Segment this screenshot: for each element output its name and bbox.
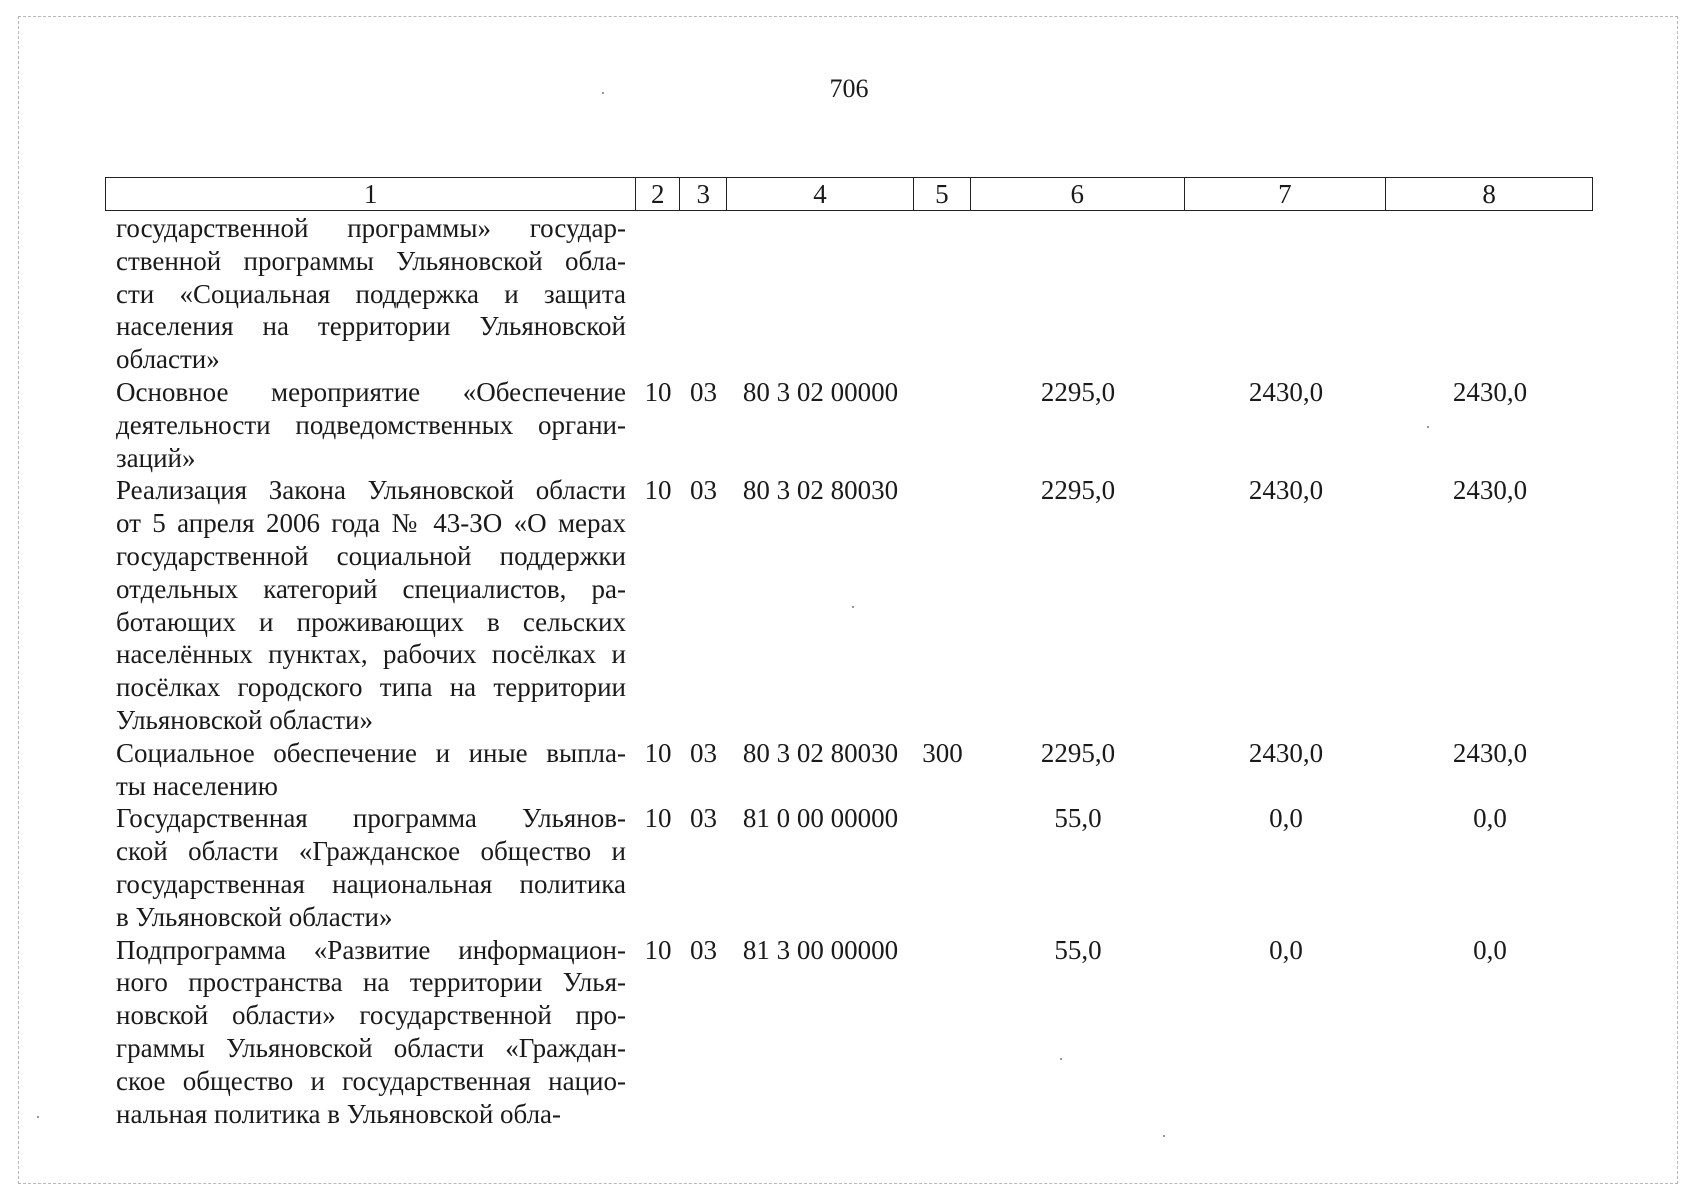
cell-c2: 10 xyxy=(644,803,672,834)
description-line: нальная политика в Ульяновской обла- xyxy=(116,1098,562,1129)
header-col-7: 7 xyxy=(1185,178,1387,210)
description-line: отдельных категорий специалистов, ра- xyxy=(116,573,626,604)
cell-c7: 2430,0 xyxy=(1248,737,1324,768)
description-line: посёлках городского типа на территории xyxy=(116,672,626,703)
description-line: ственной программы Ульяновской обла- xyxy=(116,245,626,276)
description-line: деятельности подведомственных органи- xyxy=(116,409,626,440)
cell-c8: 2430,0 xyxy=(1452,376,1528,407)
cell-c6: 2295,0 xyxy=(1040,475,1116,506)
cell-c6: 55,0 xyxy=(1054,803,1102,834)
row-description xyxy=(105,737,636,803)
table-row xyxy=(105,212,1593,376)
description-line: заций» xyxy=(116,442,196,473)
cell-c7: 0,0 xyxy=(1269,934,1303,965)
header-col-6: 6 xyxy=(971,178,1185,210)
cell-c7: 2430,0 xyxy=(1248,475,1324,506)
description-line: ты населению xyxy=(116,770,278,801)
row-description xyxy=(105,376,636,474)
cell-c5: 300 xyxy=(922,737,963,768)
description-line: Социальное обеспечение и иные выпла- xyxy=(116,737,626,768)
header-col-5: 5 xyxy=(914,178,971,210)
cell-c3: 03 xyxy=(690,737,717,768)
cell-c2: 10 xyxy=(644,737,672,768)
table-row xyxy=(105,474,1593,736)
description-line: Подпрограмма «Развитие информацион- xyxy=(116,934,626,965)
cell-c3: 03 xyxy=(690,376,717,407)
description-line: ское общество и государственная нацио- xyxy=(116,1065,626,1096)
scan-speck xyxy=(1163,1135,1165,1137)
row-description xyxy=(105,934,636,1131)
cell-c6: 2295,0 xyxy=(1040,376,1116,407)
table-row xyxy=(105,737,1593,803)
cell-c8: 2430,0 xyxy=(1452,475,1528,506)
header-col-3: 3 xyxy=(680,178,727,210)
table-header xyxy=(105,177,1593,211)
cell-c4: 81 3 00 00000 xyxy=(742,934,899,965)
cell-c2: 10 xyxy=(644,475,672,506)
cell-c8: 0,0 xyxy=(1473,934,1507,965)
description-line: населения на территории Ульяновской xyxy=(116,311,626,342)
description-line: Реализация Закона Ульяновской области xyxy=(116,475,626,506)
scan-speck xyxy=(1427,426,1429,428)
cell-c4: 80 3 02 00000 xyxy=(742,376,899,407)
description-line: государственной программы» государ- xyxy=(116,213,626,243)
row-description xyxy=(105,212,636,376)
description-line: области» xyxy=(116,344,220,375)
table-body xyxy=(105,212,1593,1130)
cell-c7: 2430,0 xyxy=(1248,376,1324,407)
cell-c4: 80 3 02 80030 xyxy=(742,737,899,768)
header-col-8: 8 xyxy=(1482,179,1496,209)
table-row xyxy=(105,802,1593,933)
cell-c4: 81 0 00 00000 xyxy=(742,803,899,834)
cell-c8: 2430,0 xyxy=(1452,737,1528,768)
row-description xyxy=(105,474,636,736)
header-col-1: 1 xyxy=(106,178,636,210)
scan-speck xyxy=(602,92,604,94)
cell-c2: 10 xyxy=(644,934,672,965)
header-col-2: 2 xyxy=(636,178,680,210)
cell-c7: 0,0 xyxy=(1269,803,1303,834)
description-line: населённых пунктах, рабочих посёлках и xyxy=(116,639,626,670)
description-line: граммы Ульяновской области «Граждан- xyxy=(116,1032,626,1063)
description-line: в Ульяновской области» xyxy=(116,901,393,932)
description-line: ской области «Гражданское общество и xyxy=(116,836,626,867)
description-line: новской области» государственной про- xyxy=(116,1000,626,1031)
cell-c4: 80 3 02 80030 xyxy=(742,475,899,506)
description-line: ботающих и проживающих в сельских xyxy=(116,606,626,637)
table-row xyxy=(105,376,1593,474)
table-row xyxy=(105,934,1593,1131)
description-line: сти «Социальная поддержка и защита xyxy=(116,278,626,309)
scan-speck xyxy=(1060,1058,1062,1060)
description-line: государственной социальной поддержки xyxy=(116,540,626,571)
cell-c2: 10 xyxy=(644,376,672,407)
row-description xyxy=(105,802,636,933)
page-number: 706 xyxy=(829,74,869,103)
description-line: государственная национальная политика xyxy=(116,868,626,899)
cell-c3: 03 xyxy=(690,803,717,834)
description-line: Ульяновской области» xyxy=(116,704,374,735)
description-line: от 5 апреля 2006 года № 43-ЗО «О мерах xyxy=(116,508,626,539)
cell-c8: 0,0 xyxy=(1473,803,1507,834)
scan-speck xyxy=(37,1116,39,1118)
cell-c6: 2295,0 xyxy=(1040,737,1116,768)
scan-speck xyxy=(852,606,854,608)
description-line: ного пространства на территории Улья- xyxy=(116,967,626,998)
cell-c3: 03 xyxy=(690,934,717,965)
description-line: Основное мероприятие «Обеспечение xyxy=(116,376,626,407)
header-col-4: 4 xyxy=(727,178,914,210)
cell-c6: 55,0 xyxy=(1054,934,1102,965)
cell-c3: 03 xyxy=(690,475,717,506)
description-line: Государственная программа Ульянов- xyxy=(116,803,626,834)
